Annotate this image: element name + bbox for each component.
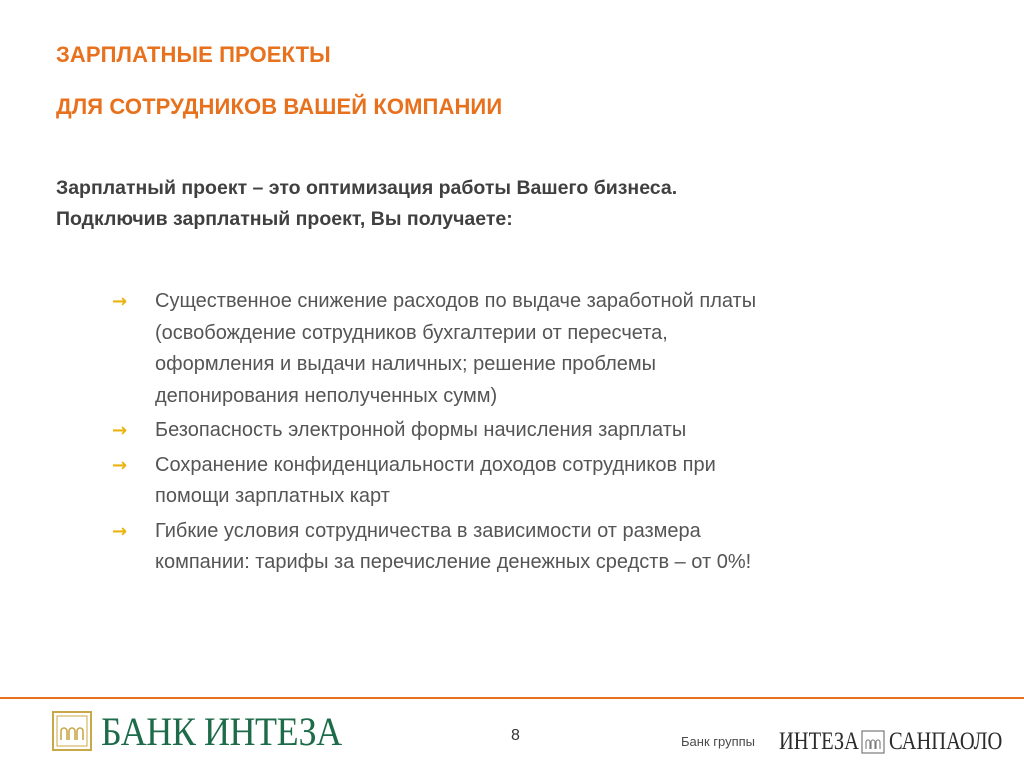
benefit-line: оформления и выдачи наличных; решение проблемы	[155, 353, 657, 375]
group-name-second: САНПАОЛО	[889, 728, 1003, 755]
slide-title-line-1: ЗАРПЛАТНЫЕ ПРОЕКТЫ	[56, 42, 331, 67]
benefit-line: Гибкие условия сотрудничества в зависимости от размера	[155, 519, 701, 542]
footer-divider	[0, 697, 1024, 699]
slide-title-line-2: ДЛЯ СОТРУДНИКОВ ВАШЕЙ КОМПАНИИ	[56, 94, 503, 119]
right-arrow-icon: →	[112, 520, 128, 542]
benefit-line: депонирования неполученных сумм)	[155, 384, 498, 407]
group-logo-icon	[861, 730, 885, 754]
page-number: 8	[511, 727, 520, 744]
benefit-item	[112, 286, 952, 412]
benefit-line: помощи зарплатных карт	[155, 485, 390, 507]
right-arrow-icon: →	[112, 291, 128, 312]
benefit-line: (освобождение сотрудников бухгалтерии от пересчета,	[155, 321, 668, 344]
intro-line-1: Зарплатный проект – это оптимизация работы Вашего бизнеса.	[56, 177, 678, 199]
intro-line-2: Подключив зарплатный проект, Вы получаете:	[56, 208, 513, 230]
benefit-item	[112, 450, 952, 513]
right-arrow-icon: →	[112, 454, 128, 476]
group-name-first: ИНТЕЗА	[779, 728, 859, 755]
benefit-item	[112, 516, 952, 579]
bank-name-logo: БАНК ИНТЕЗА	[101, 709, 342, 754]
benefit-line: Безопасность электронной формы начисления зарплаты	[155, 419, 687, 441]
benefit-line: Существенное снижение расходов по выдаче заработной платы	[155, 290, 757, 312]
bank-logo-icon	[52, 711, 92, 751]
benefit-line: компании: тарифы за перечисление денежных средств – от 0%!	[155, 551, 752, 573]
group-label: Банк группы	[681, 734, 755, 749]
right-arrow-icon: →	[112, 420, 128, 441]
benefit-item	[112, 415, 952, 447]
intro-text	[56, 173, 956, 235]
benefit-line: Сохранение конфиденциальности доходов сотрудников при	[155, 453, 716, 476]
benefits-list	[112, 286, 952, 582]
